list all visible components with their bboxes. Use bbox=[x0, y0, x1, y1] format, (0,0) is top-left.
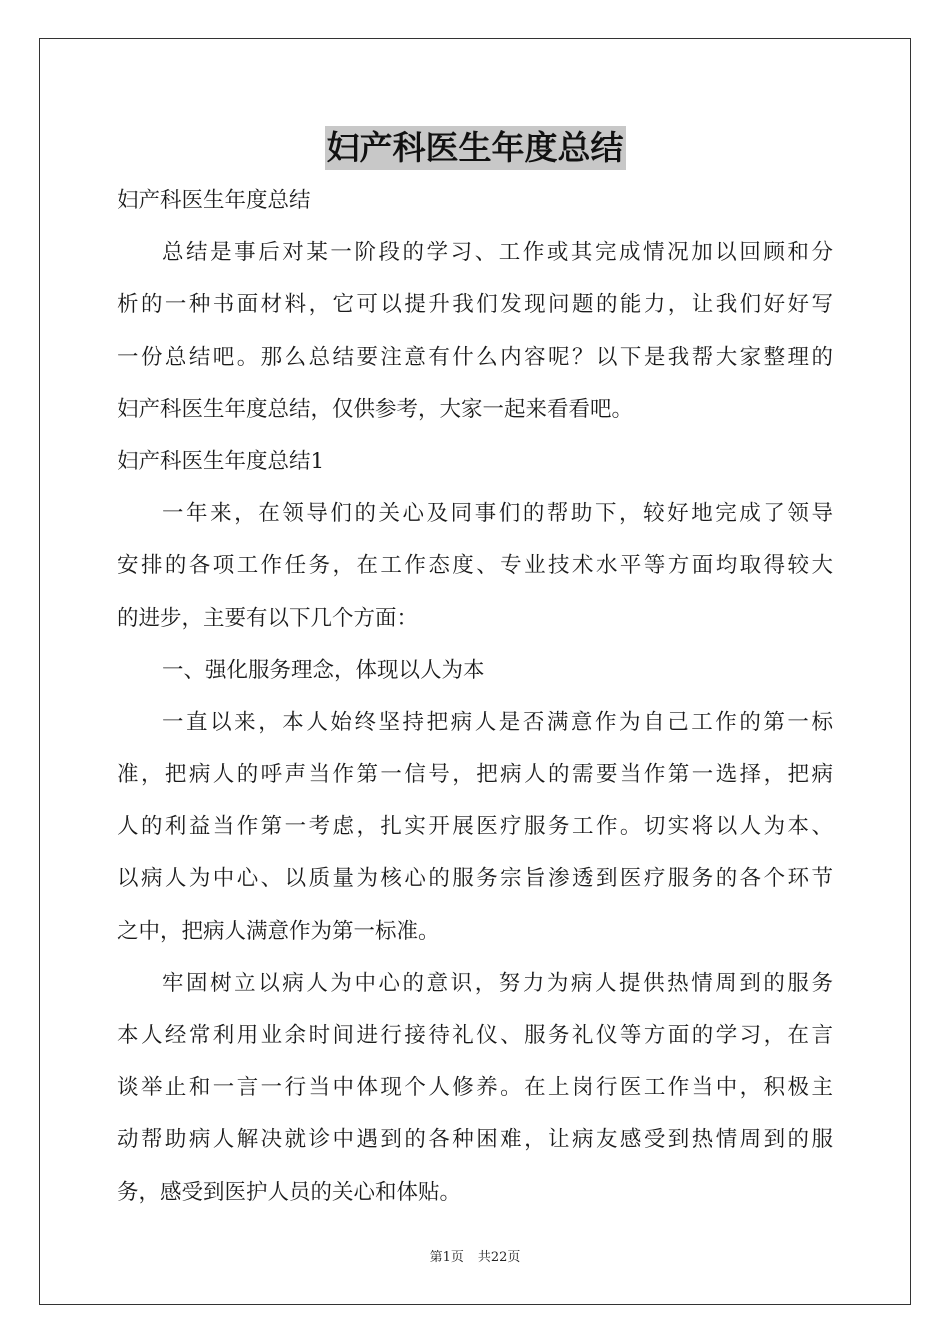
para1-line-3: 的进步，主要有以下几个方面： bbox=[117, 605, 419, 631]
document-body bbox=[117, 178, 833, 1222]
intro-line-3: 一份总结吧。那么总结要注意有什么内容呢？以下是我帮大家整理的 bbox=[117, 344, 833, 370]
para2-line-5: 之中，把病人满意作为第一标准。 bbox=[117, 918, 440, 944]
subheading-1: 一、强化服务理念，体现以人为本 bbox=[162, 657, 485, 683]
para3-line-2: 本人经常利用业余时间进行接待礼仪、服务礼仪等方面的学习，在言 bbox=[117, 1023, 833, 1048]
intro-line-1: 总结是事后对某一阶段的学习、工作或其完成情况加以回顾和分 bbox=[162, 240, 833, 266]
page-footer bbox=[0, 1246, 950, 1265]
para3-line-3: 谈举止和一言一行当中体现个人修养。在上岗行医工作当中，积极主 bbox=[117, 1075, 833, 1101]
intro-line-2: 析的一种书面材料，它可以提升我们发现问题的能力，让我们好好写 bbox=[117, 292, 833, 318]
para3-line-4: 动帮助病人解决就诊中遇到的各种困难，让病友感受到热情周到的服 bbox=[117, 1127, 833, 1153]
para2-line-2: 准，把病人的呼声当作第一信号，把病人的需要当作第一选择，把病 bbox=[117, 762, 833, 788]
subtitle-line: 妇产科医生年度总结 bbox=[117, 188, 311, 213]
para2-line-1: 一直以来，本人始终坚持把病人是否满意作为自己工作的第一标 bbox=[162, 709, 833, 735]
title-container bbox=[0, 126, 950, 170]
para1-line-1: 一年来，在领导们的关心及同事们的帮助下，较好地完成了领导 bbox=[162, 501, 833, 527]
para2-line-4: 以病人为中心、以质量为核心的服务宗旨渗透到医疗服务的各个环节 bbox=[117, 866, 833, 892]
para3-line-5: 务，感受到医护人员的关心和体贴。 bbox=[117, 1179, 462, 1205]
page-total: 共22页 bbox=[477, 1250, 521, 1265]
document-title: 妇产科医生年度总结 bbox=[325, 126, 626, 170]
para2-line-3: 人的利益当作第一考虑，扎实开展医疗服务工作。切实将以人为本、 bbox=[117, 814, 833, 840]
section-heading-1: 妇产科医生年度总结1 bbox=[117, 448, 325, 474]
para3-line-1: 牢固树立以病人为中心的意识，努力为病人提供热情周到的服务 bbox=[162, 970, 833, 996]
para1-line-2: 安排的各项工作任务，在工作态度、专业技术水平等方面均取得较大 bbox=[117, 553, 833, 579]
page-number: 第1页 bbox=[429, 1250, 464, 1265]
intro-line-4: 妇产科医生年度总结，仅供参考，大家一起来看看吧。 bbox=[117, 396, 634, 422]
